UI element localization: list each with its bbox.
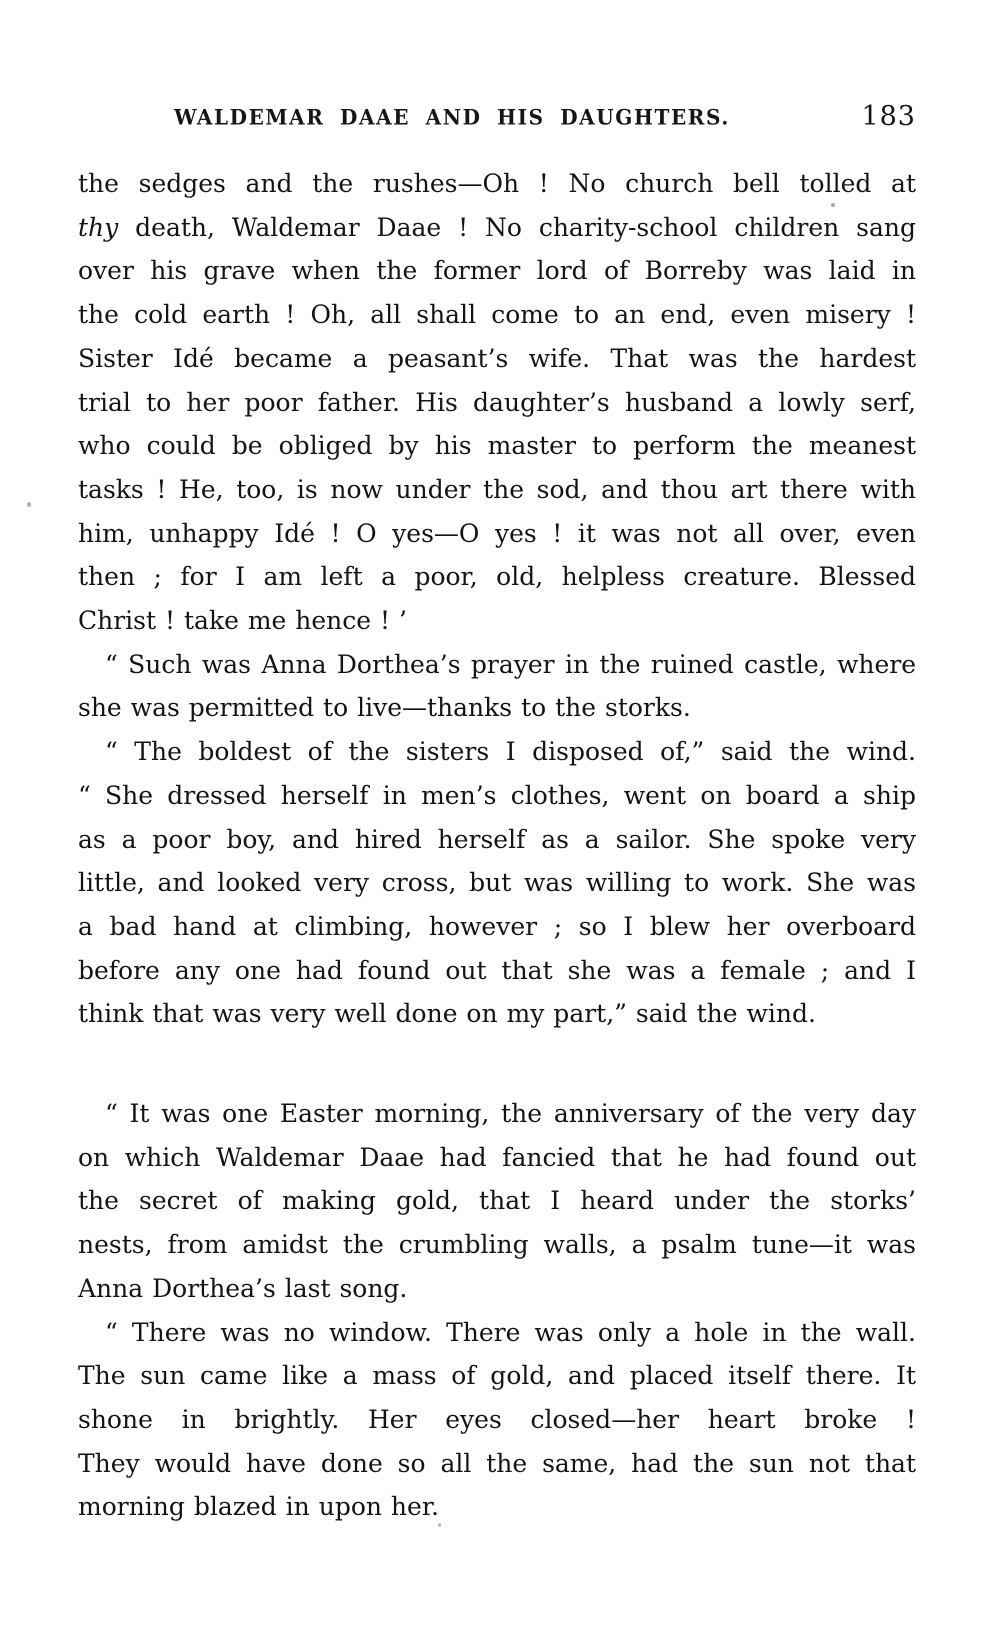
scan-speck bbox=[438, 1523, 441, 1527]
text-line: shone in brightly. Her eyes closed—her heart broke ! bbox=[78, 1404, 916, 1434]
text-line: Anna Dorthea’s last song. bbox=[78, 1273, 408, 1303]
text-line: on which Waldemar Daae had fancied that he had found out bbox=[78, 1142, 916, 1172]
page-number: 183 bbox=[861, 101, 916, 132]
scan-speck bbox=[27, 502, 31, 507]
running-head bbox=[78, 101, 916, 135]
text-line: him, unhappy Idé ! O yes—O yes ! it was not all over, even bbox=[78, 518, 916, 548]
text-line: They would have done so all the same, had the sun not that bbox=[78, 1448, 916, 1478]
text-line: Sister Idé became a peasant’s wife. That was the hardest bbox=[78, 343, 916, 373]
text-line: “ She dressed herself in men’s clothes, went on board a ship bbox=[78, 780, 916, 810]
page-body bbox=[78, 162, 916, 1529]
text-line: she was permitted to live—thanks to the storks. bbox=[78, 693, 691, 723]
text-line: the cold earth ! Oh, all shall come to an end, even misery ! bbox=[78, 300, 916, 330]
chapter-title: WALDEMAR DAAE AND HIS DAUGHTERS. bbox=[174, 104, 730, 130]
scan-speck bbox=[831, 203, 835, 207]
text-line: little, and looked very cross, but was willing to work. She was bbox=[78, 868, 916, 898]
text-line: “ There was no window. There was only a hole in the wall. bbox=[105, 1317, 916, 1347]
text-line: who could be obliged by his master to perform the meanest bbox=[78, 431, 916, 461]
text-line: the secret of making gold, that I heard under the storks’ bbox=[78, 1186, 916, 1216]
text-line: Christ ! take me hence ! ’ bbox=[78, 606, 407, 636]
text-line: thy death, Waldemar Daae ! No charity-school children sang bbox=[78, 212, 916, 242]
text-line: “ The boldest of the sisters I disposed of,” said the wind. bbox=[105, 737, 916, 767]
text-line: the sedges and the rushes—Oh ! No church bell tolled at bbox=[78, 169, 916, 198]
text-line: over his grave when the former lord of Borreby was laid in bbox=[78, 256, 916, 286]
paragraph bbox=[78, 162, 916, 643]
paragraph bbox=[78, 730, 916, 1036]
text-line: then ; for I am left a poor, old, helpless creature. Blessed bbox=[78, 562, 916, 592]
text-line: tasks ! He, too, is now under the sod, and thou art there with bbox=[78, 474, 916, 504]
text-line: a bad hand at climbing, however ; so I blew her overboard bbox=[78, 911, 916, 941]
text-line: think that was very well done on my part,” said the wind. bbox=[78, 999, 816, 1029]
text-line: The sun came like a mass of gold, and placed itself there. It bbox=[78, 1361, 916, 1391]
paragraph bbox=[78, 1311, 916, 1530]
text-line: nests, from amidst the crumbling walls, a psalm tune—it was bbox=[78, 1230, 916, 1260]
paragraph bbox=[78, 643, 916, 730]
text-line: as a poor boy, and hired herself as a sailor. She spoke very bbox=[78, 824, 916, 854]
text-line: trial to her poor father. His daughter’s husband a lowly serf, bbox=[78, 387, 916, 417]
text-line: “ It was one Easter morning, the anniversary of the very day bbox=[105, 1099, 916, 1129]
paragraph bbox=[78, 1092, 916, 1311]
text-line: “ Such was Anna Dorthea’s prayer in the ruined castle, where bbox=[105, 649, 916, 679]
text-line: before any one had found out that she was a female ; and I bbox=[78, 955, 916, 985]
text-line: morning blazed in upon her. bbox=[78, 1492, 439, 1522]
